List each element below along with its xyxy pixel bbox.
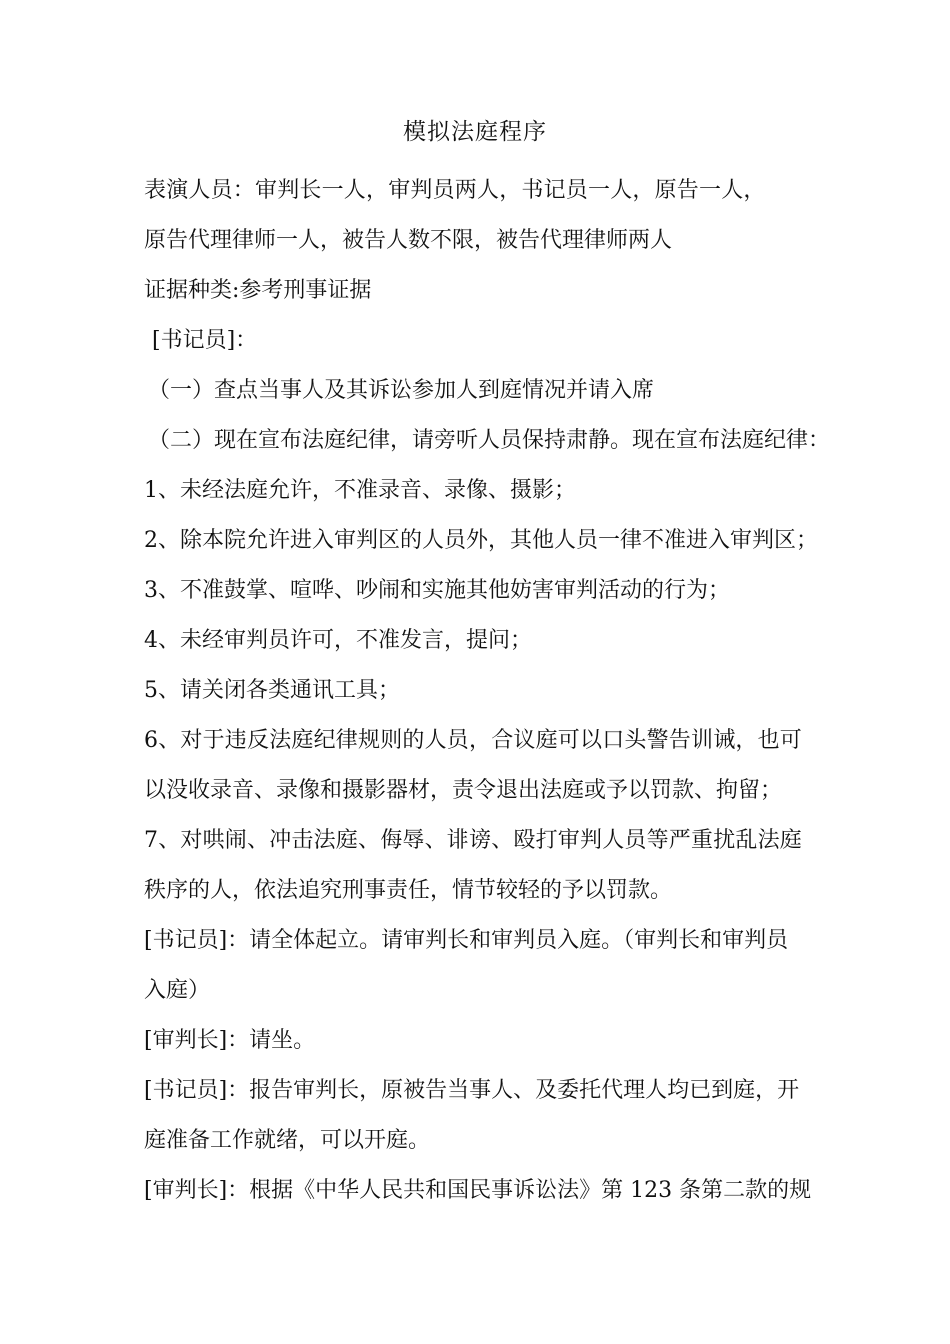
document-title: 模拟法庭程序 <box>403 119 547 145</box>
paragraph-line-performers: 表演人员：审判长一人，审判员两人，书记员一人，原告一人， <box>144 178 766 203</box>
paragraph-line-evidence-type: 证据种类:参考刑事证据 <box>144 278 372 303</box>
paragraph-line-rule-7-cont: 秩序的人，依法追究刑事责任，情节较轻的予以罚款。 <box>144 878 673 903</box>
paragraph-line-judge-sit: [审判长]：请坐。 <box>144 1028 316 1053</box>
paragraph-line-rule-4: 4、未经审判员许可，不准发言，提问； <box>144 628 532 653</box>
paragraph-line-rule-6: 6、对于违反法庭纪律规则的人员，合议庭可以口头警告训诫，也可 <box>144 728 802 753</box>
paragraph-line-clerk-rise-cont: 入庭） <box>144 978 211 1003</box>
paragraph-line-step-1: （一）查点当事人及其诉讼参加人到庭情况并请入席 <box>148 378 655 403</box>
paragraph-line-rule-7: 7、对哄闹、冲击法庭、侮辱、诽谤、殴打审判人员等严重扰乱法庭 <box>144 828 802 853</box>
paragraph-line-clerk-report-cont: 庭准备工作就绪，可以开庭。 <box>144 1128 431 1153</box>
paragraph-line-step-2: （二）现在宣布法庭纪律，请旁听人员保持肃静。现在宣布法庭纪律： <box>148 428 831 453</box>
paragraph-line-clerk-rise: [书记员]：请全体起立。请审判长和审判员入庭。（审判长和审判员 <box>144 928 789 953</box>
paragraph-line-rule-5: 5、请关闭各类通讯工具； <box>144 678 400 703</box>
paragraph-line-clerk-label: [书记员]： <box>152 328 258 353</box>
paragraph-line-judge-law: [审判长]：根据《中华人民共和国民事诉讼法》第 123 条第二款的规 <box>144 1178 812 1203</box>
paragraph-line-rule-6-cont: 以没收录音、录像和摄影器材，责令退出法庭或予以罚款、拘留； <box>144 778 783 803</box>
paragraph-line-rule-2: 2、除本院允许进入审判区的人员外，其他人员一律不准进入审判区； <box>144 528 818 553</box>
paragraph-line-clerk-report: [书记员]：报告审判长，原被告当事人、及委托代理人均已到庭，开 <box>144 1078 800 1103</box>
paragraph-line-rule-1: 1、未经法庭允许，不准录音、录像、摄影； <box>144 478 576 503</box>
document-body <box>144 166 831 1216</box>
paragraph-line-rule-3: 3、不准鼓掌、喧哗、吵闹和实施其他妨害审判活动的行为； <box>144 578 730 603</box>
paragraph-line-performers-cont: 原告代理律师一人，被告人数不限，被告代理律师两人 <box>144 228 673 253</box>
